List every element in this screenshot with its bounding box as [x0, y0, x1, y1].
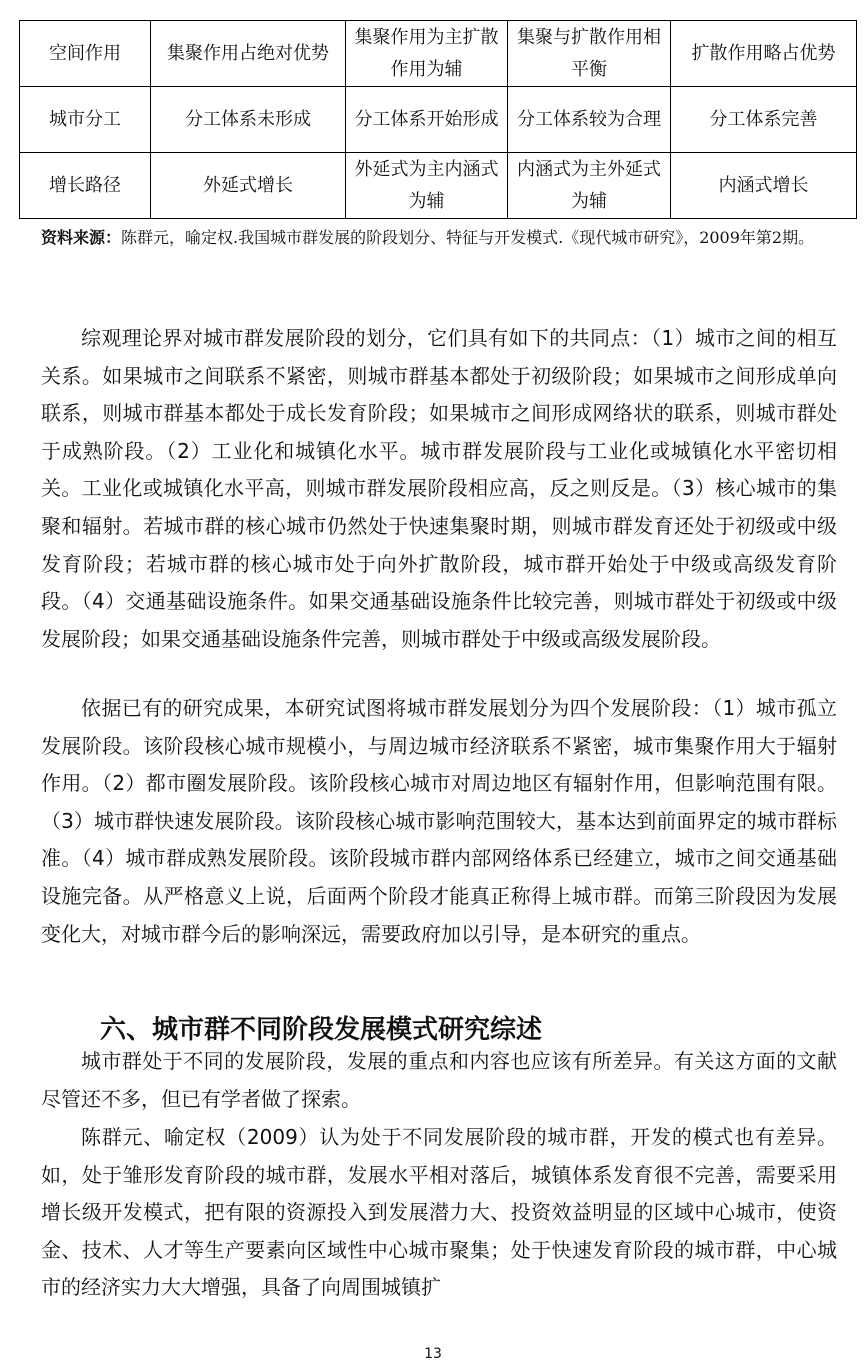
table-cell: 内涵式为主外延式为辅: [508, 153, 671, 219]
row-label: 城市分工: [20, 87, 151, 153]
table-source-note: [41, 222, 841, 253]
table-cell: 分工体系完善: [671, 87, 857, 153]
table-cell: 分工体系较为合理: [508, 87, 671, 153]
table-cell: 分工体系开始形成: [346, 87, 508, 153]
stage-characteristics-table: [19, 20, 857, 219]
source-label: 资料来源：: [41, 228, 122, 247]
body-paragraph: 城市群处于不同的发展阶段，发展的重点和内容也应该有所差异。有关这方面的文献尽管还不多，但已有学者做了探索。: [41, 1049, 837, 1111]
source-text: 陈群元，喻定权.我国城市群发展的阶段划分、特征与开发模式.《现代城市研究》，2009年第2期。: [121, 228, 815, 247]
section-heading: 六、城市群不同阶段发展模式研究综述: [100, 1015, 543, 1045]
table-row: [20, 153, 857, 219]
table-cell: 集聚作用为主扩散作用为辅: [346, 21, 508, 87]
table-cell: 集聚作用占绝对优势: [151, 21, 346, 87]
table-cell: 扩散作用略占优势: [671, 21, 857, 87]
table-row: [20, 87, 857, 153]
row-label: 增长路径: [20, 153, 151, 219]
row-label: 空间作用: [20, 21, 151, 87]
body-paragraph: 陈群元、喻定权（2009）认为处于不同发展阶段的城市群，开发的模式也有差异。如，处于雏形发育阶段的城市群，发展水平相对落后，城镇体系发育很不完善，需要采用增长级开发模式，把有限的资源投入到发展潜力大、投资效益明显的区域中心城市，使资金、技术、人才等生产要素向区域性中心城市聚集；处于快速发育阶段的城市群，中心城市的经济实力大大增强，具备了向周围城镇扩: [41, 1125, 837, 1300]
table-cell: 分工体系未形成: [151, 87, 346, 153]
body-paragraph: 综观理论界对城市群发展阶段的划分，它们具有如下的共同点：（1）城市之间的相互关系。如果城市之间联系不紧密，则城市群基本都处于初级阶段；如果城市之间形成单向联系，则城市群基本都处于成长发育阶段；如果城市之间形成网络状的联系，则城市群处于成熟阶段。（2）工业化和城镇化水平。城市群发展阶段与工业化或城镇化水平密切相关。工业化或城镇化水平高，则城市群发展阶段相应高，反之则反是。（3）核心城市的集聚和辐射。若城市群的核心城市仍然处于快速集聚时期，则城市群发育还处于初级或中级发育阶段；若城市群的核心城市处于向外扩散阶段，城市群开始处于中级或高级发育阶段。（4）交通基础设施条件。如果交通基础设施条件比较完善，则城市群处于初级或中级发展阶段；如果交通基础设施条件完善，则城市群处于中级或高级发展阶段。: [41, 326, 837, 651]
table-cell: 内涵式增长: [671, 153, 857, 219]
page-number: 13: [424, 1346, 442, 1362]
body-paragraph: 依据已有的研究成果，本研究试图将城市群发展划分为四个发展阶段：（1）城市孤立发展阶段。该阶段核心城市规模小，与周边城市经济联系不紧密，城市集聚作用大于辐射作用。（2）都市圈发展阶段。该阶段核心城市对周边地区有辐射作用，但影响范围有限。（3）城市群快速发展阶段。该阶段核心城市影响范围较大，基本达到前面界定的城市群标准。（4）城市群成熟发展阶段。该阶段城市群内部网络体系已经建立，城市之间交通基础设施完备。从严格意义上说，后面两个阶段才能真正称得上城市群。而第三阶段因为发展变化大，对城市群今后的影响深远，需要政府加以引导，是本研究的重点。: [41, 696, 837, 946]
table-cell: 外延式为主内涵式为辅: [346, 153, 508, 219]
table-row: [20, 21, 857, 87]
table-cell: 外延式增长: [151, 153, 346, 219]
table-cell: 集聚与扩散作用相平衡: [508, 21, 671, 87]
